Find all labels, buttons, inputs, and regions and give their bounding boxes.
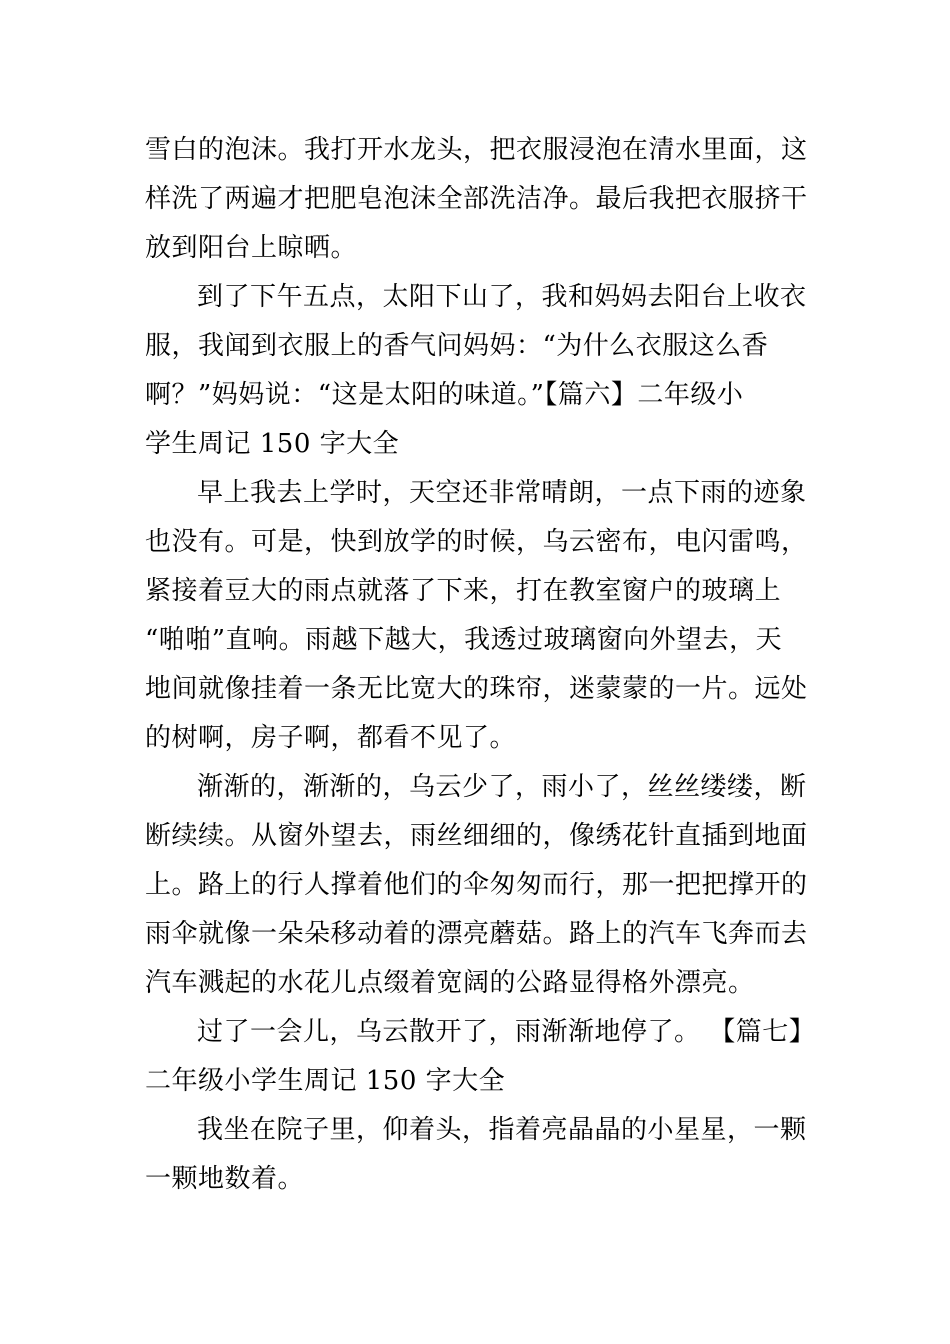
text-line: 紧接着豆大的雨点就落了下来，打在教室窗户的玻璃上 bbox=[145, 576, 782, 606]
text-line: 学生周记 150 字大全 bbox=[145, 429, 400, 459]
text-line: 一颗地数着。 bbox=[145, 1164, 305, 1194]
text-line: 汽车溅起的水花儿点缀着宽阔的公路显得格外漂亮。 bbox=[145, 968, 755, 998]
text-line: 地间就像挂着一条无比宽大的珠帘，迷蒙蒙的一片。远处 bbox=[145, 674, 808, 704]
text-line: 二年级小学生周记 150 字大全 bbox=[145, 1066, 506, 1096]
text-line: 样洗了两遍才把肥皂泡沫全部洗洁净。最后我把衣服挤干 bbox=[145, 184, 808, 214]
text-line: 过了一会儿，乌云散开了，雨渐渐地停了。 【篇七】 bbox=[197, 1017, 816, 1047]
text-line: 雨伞就像一朵朵移动着的漂亮蘑菇。路上的汽车飞奔而去 bbox=[145, 919, 808, 949]
text-line: “啪啪”直响。雨越下越大，我透过玻璃窗向外望去，天 bbox=[145, 625, 783, 655]
text-line: 也没有。可是，快到放学的时候，乌云密布，电闪雷鸣， bbox=[145, 527, 808, 557]
text-line: 渐渐的，渐渐的，乌云少了，雨小了，丝丝缕缕，断 bbox=[197, 772, 807, 802]
text-line: 雪白的泡沫。我打开水龙头，把衣服浸泡在清水里面，这 bbox=[145, 135, 808, 165]
text-line: 的树啊，房子啊，都看不见了。 bbox=[145, 723, 517, 753]
text-line: 服，我闻到衣服上的香气问妈妈：“为什么衣服这么香 bbox=[145, 331, 769, 361]
text-line: 我坐在院子里，仰着头，指着亮晶晶的小星星，一颗 bbox=[197, 1115, 807, 1145]
text-line: 放到阳台上晾晒。 bbox=[145, 233, 358, 263]
text-line: 啊？”妈妈说：“这是太阳的味道。”【篇六】二年级小 bbox=[145, 380, 744, 410]
text-line: 早上我去上学时，天空还非常晴朗，一点下雨的迹象 bbox=[197, 478, 807, 508]
text-line: 到了下午五点，太阳下山了，我和妈妈去阳台上收衣 bbox=[197, 282, 807, 312]
text-line: 断续续。从窗外望去，雨丝细细的，像绣花针直插到地面 bbox=[145, 821, 808, 851]
text-line: 上。路上的行人撑着他们的伞匆匆而行，那一把把撑开的 bbox=[145, 870, 808, 900]
essay-text bbox=[145, 126, 816, 1204]
